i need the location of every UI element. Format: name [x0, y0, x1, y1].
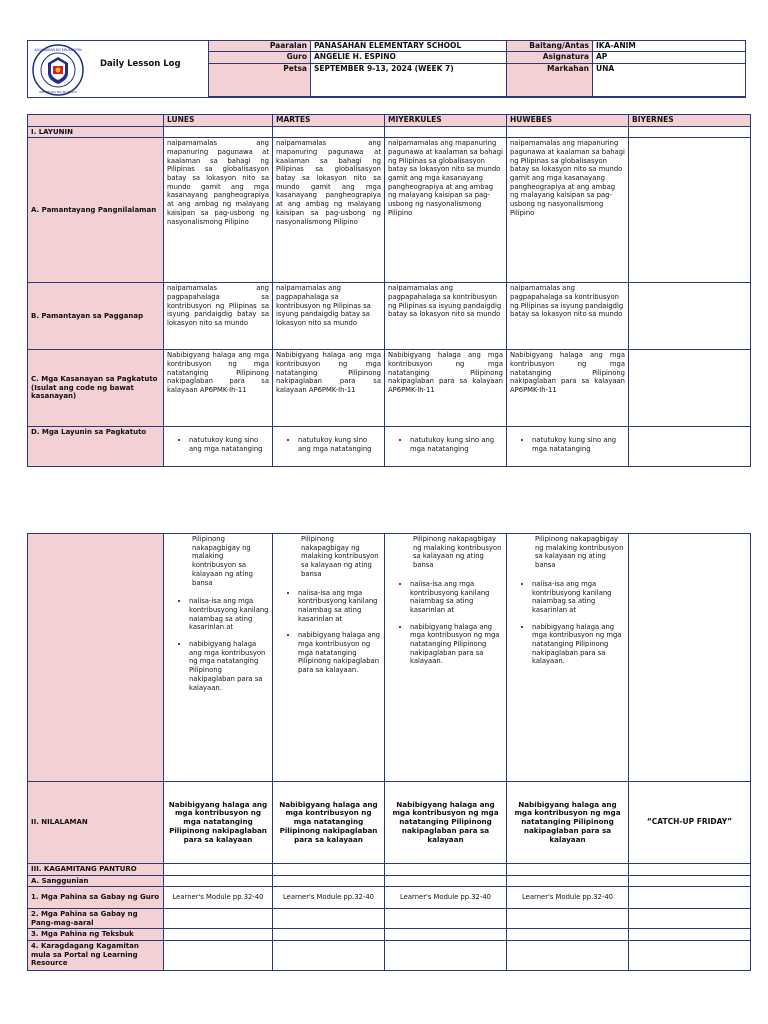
- objectives-cell: [273, 534, 385, 782]
- competency-text: Nabibigyang halaga ang mga kontribusyon ng mga natatanging Pilipinong nakipaglaban para sa kalayaan AP6PMK-Ih-11: [385, 350, 507, 427]
- markahan-label: Markahan: [506, 64, 592, 97]
- objective-item: • natutukoy kung sino ang mga natatanging: [189, 436, 269, 453]
- svg-text:KAGAWARAN NG EDUKASYON: KAGAWARAN NG EDUKASYON: [34, 48, 82, 52]
- empty-cell: [629, 887, 751, 909]
- paaralan-label: Paaralan: [208, 41, 310, 52]
- objectives-cell: [385, 534, 507, 782]
- learners-module-ref: Learner's Module pp.32-40: [507, 887, 629, 909]
- objective-item: • natutukoy kung sino ang mga natatanging: [532, 436, 625, 453]
- empty-cell: [164, 909, 273, 929]
- objective-item: • nabibigyang halaga ang mga kontribusyon ng mga natatanging Pilipinong nakipaglaban para sa kalayaan.: [410, 623, 503, 667]
- empty-cell: [629, 909, 751, 929]
- empty-cell: [385, 909, 507, 929]
- kagamitang-panturo-heading: III. KAGAMITANG PANTURO: [28, 864, 164, 876]
- performance-standard-text: naipamamalas ang pagpapahalaga sa kontribusyon ng Pilipinas sa isyung pandaigdig batay sa lokasyon nito sa mundo: [385, 283, 507, 350]
- empty-cell: [273, 126, 385, 138]
- objective-item: • natutukoy kung sino ang mga natatanging: [410, 436, 503, 453]
- nilalaman-text: Nabibigyang halaga ang mga kontribusyon ng mga natatanging Pilipinong nakipaglaban para sa kalayaan: [164, 782, 273, 864]
- content-standard-text: naipamamalas ang mapanuring pagunawa at kaalaman sa bahagi ng Pilipinas sa globalisasyon batay sa lokasyon nito sa mundo gamit ang mga kasanayang pangheograpiya at ang ambag ng malayang kaisipan sa pag-usbong ng nasyonalismong Pilipino: [507, 138, 629, 283]
- empty-cell: [273, 909, 385, 929]
- performance-standard-text: naipamamalas ang pagpapahalaga sa kontribusyon ng Pilipinas sa isyung pandaigdig batay sa lokasyon nito sa mundo: [273, 283, 385, 350]
- empty-cell: [385, 940, 507, 970]
- layunin-sa-pagkatuto-label: D. Mga Layunin sa Pagkatuto: [28, 427, 164, 467]
- empty-cell: [385, 875, 507, 887]
- empty-cell: [385, 126, 507, 138]
- empty-cell: [507, 940, 629, 970]
- empty-cell: [273, 929, 385, 941]
- objective-item: • nabibigyang halaga ang mga kontribusyon ng mga natatanging Pilipinong nakipaglaban para sa kalayaan.: [532, 623, 625, 667]
- pamantayan-sa-pagganap-label: B. Pamantayan sa Pagganap: [28, 283, 164, 350]
- objectives-cell: [385, 427, 507, 467]
- objective-continuation: Pilipinong nakapagbigay ng malaking kontribusyon sa kalayaan ng ating bansa: [413, 535, 502, 570]
- empty-cell: [385, 929, 507, 941]
- nilalaman-text: Nabibigyang halaga ang mga kontribusyon ng mga natatanging Pilipinong nakipaglaban para sa kalayaan: [507, 782, 629, 864]
- empty-cell: [629, 875, 751, 887]
- content-standard-text: naipamamalas ang mapanuring pagunawa at kaalaman sa bahagi ng Pilipinas sa globalisasyon batay sa lokasyon nito sa mundo gamit ang mga kasanayang pangheograpiya at ang ambag ng malayang kaisipan sa pag-usbong ng nasyonalismong Pilipino: [385, 138, 507, 283]
- document-title: Daily Lesson Log: [100, 59, 181, 69]
- objectives-cell: [507, 427, 629, 467]
- objective-item: • natutukoy kung sino ang mga natatanging: [298, 436, 381, 453]
- objective-item: • nabibigyang halaga ang mga kontribusyon ng mga natatanging Pilipinong nakipaglaban para sa kalayaan.: [189, 640, 269, 692]
- empty-cell: [164, 940, 273, 970]
- empty-cell: [629, 864, 751, 876]
- empty-cell: [507, 864, 629, 876]
- objective-continuation: Pilipinong nakapagbigay ng malaking kontribusyon sa kalayaan ng ating bansa: [192, 535, 253, 587]
- teksbuk-label: 3. Mga Pahina ng Teksbuk: [28, 929, 164, 941]
- objective-item: • naiisa-isa ang mga kontribusyong kanilang naiambag sa ating kasarinlan at: [410, 580, 503, 615]
- pamantayang-pangnilalaman-label: A. Pamantayang Pangnilalaman: [28, 138, 164, 283]
- kasanayan-label: C. Mga Kasanayan sa Pagkatuto (Isulat ang code ng bawat kasanayan): [28, 350, 164, 427]
- sanggunian-label: A. Sanggunian: [28, 875, 164, 887]
- day-header: HUWEBES: [507, 115, 629, 127]
- empty-cell: [273, 875, 385, 887]
- objectives-cell: [273, 427, 385, 467]
- learners-module-ref: Learner's Module pp.32-40: [164, 887, 273, 909]
- empty-cell: [507, 875, 629, 887]
- nilalaman-text: Nabibigyang halaga ang mga kontribusyon ng mga natatanging Pilipinong nakipaglaban para sa kalayaan: [385, 782, 507, 864]
- content-standard-text: naipamamalas ang mapanuring pagunawa at kaalaman sa bahagi ng Pilipinas sa globalisasyon batay sa lokasyon nito sa mundo gamit ang mga kasanayang pangheograpiya at ang ambag ng malayang kaisipan sa pag-usbong ng nasyonalismong Pilipino: [164, 138, 273, 283]
- empty-cell: [629, 350, 751, 427]
- empty-cell: [629, 283, 751, 350]
- objectives-cell: [164, 427, 273, 467]
- deped-seal-logo: [32, 44, 84, 96]
- empty-cell: [164, 126, 273, 138]
- portal-lr-label: 4. Karagdagang Kagamitan mula sa Portal ng Learning Resource: [28, 940, 164, 970]
- empty-cell: [507, 909, 629, 929]
- empty-cell: [507, 126, 629, 138]
- day-header: MARTES: [273, 115, 385, 127]
- content-standard-text: naipamamalas ang mapanuring pagunawa at kaalaman sa bahagi ng Pilipinas sa globalisasyon batay sa lokasyon nito sa mundo gamit ang mga kasanayang pangheograpiya at ang ambag ng malayang kaisipan sa pag-usbong ng nasyonalismong Pilipino: [273, 138, 385, 283]
- header-block: [27, 40, 746, 98]
- performance-standard-text: naipamamalas ang pagpapahalaga sa kontribusyon ng Pilipinas sa isyung pandaigdig batay sa lokasyon nito sa mundo: [507, 283, 629, 350]
- empty-cell: [273, 940, 385, 970]
- competency-text: Nabibigyang halaga ang mga kontribusyon ng mga natatanging Pilipinong nakipaglaban para sa kalayaan AP6PMK-Ih-11: [273, 350, 385, 427]
- nilalaman-text: Nabibigyang halaga ang mga kontribusyon ng mga natatanging Pilipinong nakipaglaban para sa kalayaan: [273, 782, 385, 864]
- corner-cell: [28, 115, 164, 127]
- nilalaman-label: II. NILALAMAN: [28, 782, 164, 864]
- day-header: LUNES: [164, 115, 273, 127]
- empty-cell: [629, 940, 751, 970]
- empty-cell: [629, 427, 751, 467]
- performance-standard-text: naipamamalas ang pagpapahalaga sa kontribusyon ng Pilipinas sa isyung pandaigdig batay sa lokasyon nito sa mundo: [164, 283, 273, 350]
- objectives-cell: [507, 534, 629, 782]
- layunin-heading: I. LAYUNIN: [28, 126, 164, 138]
- objective-item: • naiisa-isa ang mga kontribusyong kanilang naiambag sa ating kasarinlan at: [298, 589, 381, 624]
- empty-cell: [629, 929, 751, 941]
- guro-value: ANGELIE H. ESPINO: [310, 52, 506, 64]
- petsa-label: Petsa: [208, 64, 310, 97]
- svg-text:REPUBLIKA NG PILIPINAS: REPUBLIKA NG PILIPINAS: [39, 90, 77, 94]
- empty-cell: [273, 864, 385, 876]
- empty-cell: [385, 864, 507, 876]
- asignatura-label: Asignatura: [506, 52, 592, 64]
- guro-label: Guro: [208, 52, 310, 64]
- empty-cell: [507, 929, 629, 941]
- gabay-ng-guro-label: 1. Mga Pahina sa Gabay ng Guro: [28, 887, 164, 909]
- objective-item: • naiisa-isa ang mga kontribusyong kanilang naiambag sa ating kasarinlan at: [189, 597, 269, 632]
- logo-cell: [28, 41, 208, 97]
- objective-item: • naiisa-isa ang mga kontribusyong kanilang naiambag sa ating kasarinlan at: [532, 580, 625, 615]
- objective-continuation: Pilipinong nakapagbigay ng malaking kontribusyon sa kalayaan ng ating bansa: [535, 535, 624, 570]
- objective-continuation: Pilipinong nakapagbigay ng malaking kontribusyon sa kalayaan ng ating bansa: [301, 535, 379, 578]
- markahan-value: UNA: [592, 64, 745, 97]
- day-header: MIYERKULES: [385, 115, 507, 127]
- competency-text: Nabibigyang halaga ang mga kontribusyon ng mga natatanging Pilipinong nakipaglaban para sa kalayaan AP6PMK-Ih-11: [164, 350, 273, 427]
- learners-module-ref: Learner's Module pp.32-40: [385, 887, 507, 909]
- paaralan-value: PANASAHAN ELEMENTARY SCHOOL: [310, 41, 506, 52]
- baitang-label: Baitang/Antas: [506, 41, 592, 52]
- day-header: BIYERNES: [629, 115, 751, 127]
- empty-cell: [629, 534, 751, 782]
- objective-item: • nabibigyang halaga ang mga kontribusyon ng mga natatanging Pilipinong nakipaglaban para sa kalayaan.: [298, 631, 381, 675]
- lesson-table-page1: [27, 114, 751, 467]
- objectives-continued-label: [28, 534, 164, 782]
- asignatura-value: AP: [592, 52, 745, 64]
- empty-cell: [164, 875, 273, 887]
- header-info-grid: [208, 41, 745, 97]
- baitang-value: IKA-ANIM: [592, 41, 745, 52]
- empty-cell: [164, 929, 273, 941]
- gabay-pang-mag-aaral-label: 2. Mga Pahina sa Gabay ng Pang-mag-aaral: [28, 909, 164, 929]
- empty-cell: [164, 864, 273, 876]
- petsa-value: SEPTEMBER 9-13, 2024 (WEEK 7): [310, 64, 506, 97]
- competency-text: Nabibigyang halaga ang mga kontribusyon ng mga natatanging Pilipinong nakipaglaban para sa kalayaan AP6PMK-Ih-11: [507, 350, 629, 427]
- lesson-table-page2: [27, 533, 751, 971]
- objectives-cell: [164, 534, 273, 782]
- learners-module-ref: Learner's Module pp.32-40: [273, 887, 385, 909]
- empty-cell: [629, 138, 751, 283]
- empty-cell: [629, 126, 751, 138]
- catch-up-friday-text: “CATCH-UP FRIDAY”: [629, 782, 751, 864]
